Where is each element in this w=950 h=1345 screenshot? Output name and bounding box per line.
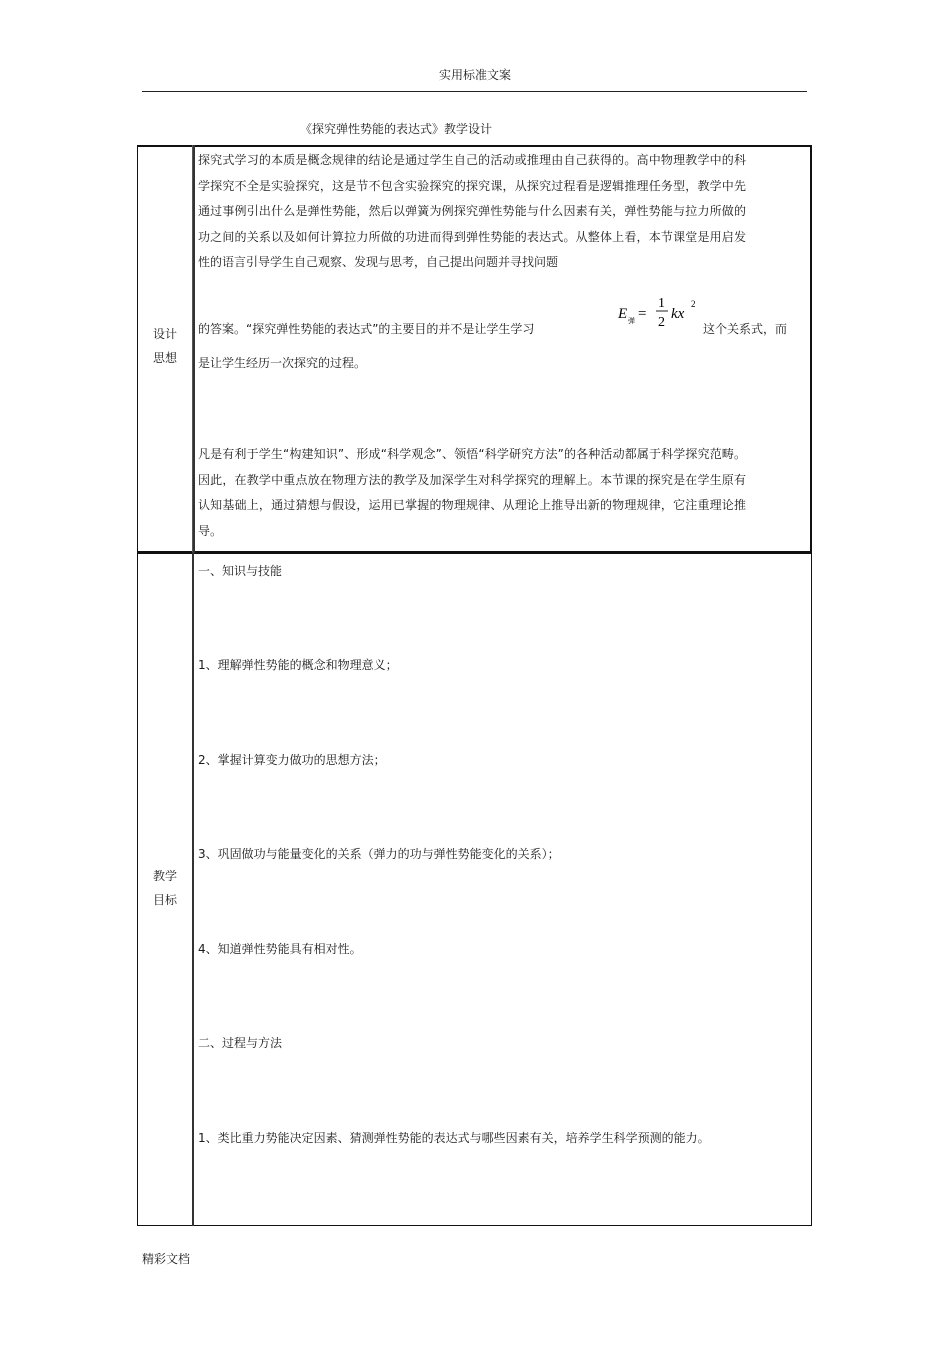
column-divider-bottom xyxy=(192,552,194,1226)
formula-denominator: 2 xyxy=(658,315,665,330)
goals-label xyxy=(138,864,192,912)
formula-subscript: 弹 xyxy=(628,317,635,325)
design-paragraph-2: 凡是有利于学生“构建知识”、形成“科学观念”、领悟“科学研究方法”的各种活动都属于科学探究范畴。因此，在教学中重点放在物理方法的教学及加深学生对科学探究的理解上。本节课的探究是在学生原有认知基础上，通过猜想与假设，运用已掌握的物理规律、从理论上推导出新的物理规律，它注重理论推导。 xyxy=(198,447,746,538)
design-paragraph-1-tail-c: 是让学生经历一次探究的过程。 xyxy=(198,356,367,370)
column-divider-top xyxy=(192,145,195,553)
page-header-title: 实用标准文案 xyxy=(438,68,511,82)
goals-label-line2: 目标 xyxy=(152,893,177,907)
goals-heading-process: 二、过程与方法 xyxy=(198,1036,283,1050)
goals-item: 1、理解弹性势能的概念和物理意义； xyxy=(198,658,398,672)
formula-lhs: E xyxy=(618,306,628,322)
design-label-line1: 设计 xyxy=(152,327,177,341)
goals-item: 4、知道弹性势能具有相对性。 xyxy=(198,942,362,956)
goals-heading-knowledge: 一、知识与技能 xyxy=(198,564,283,578)
elastic-energy-formula xyxy=(616,290,700,330)
design-paragraph-1-tail-b: 这个关系式，而 xyxy=(703,322,788,336)
design-paragraph-1-tail-a: 的答案。“探究弹性势能的表达式”的主要目的并不是让学生学习 xyxy=(198,322,535,336)
goals-item: 3、巩固做功与能量变化的关系（弹力的功与弹性势能变化的关系）； xyxy=(198,847,560,861)
design-label-line2: 思想 xyxy=(152,351,177,365)
formula-numerator: 1 xyxy=(658,296,665,311)
formula-exponent: 2 xyxy=(691,299,696,309)
goals-label-line1: 教学 xyxy=(152,869,177,883)
design-label xyxy=(138,322,192,370)
formula-equals: = xyxy=(638,306,647,322)
goals-process-item: 1、类比重力势能决定因素、猜测弹性势能的表达式与哪些因素有关，培养学生科学预测的能力。 xyxy=(198,1131,710,1145)
formula-body: kx xyxy=(671,306,685,322)
header-divider xyxy=(142,91,807,92)
document-title: 《探究弹性势能的表达式》教学设计 xyxy=(300,122,493,136)
goals-item: 2、掌握计算变力做功的思想方法； xyxy=(198,753,386,767)
page-footer: 精彩文档 xyxy=(142,1252,191,1266)
goals-section-cell xyxy=(137,552,812,1226)
design-paragraph-1: 探究式学习的本质是概念规律的结论是通过学生自己的活动或推理由自己获得的。高中物理教学中的科学探究不全是实验探究，这是节不包含实验探究的探究课，从探究过程看是逻辑推理任务型，教学中先通过事例引出什么是弹性势能，然后以弹簧为例探究弹性势能与什么因素有关，弹性势能与拉力所做的功之间的关系以及如何计算拉力所做的功进而得到弹性势能的表达式。从整体上看，本节课堂是用启发性的语言引导学生自己观察、发现与思考，自己提出问题并寻找问题 xyxy=(198,153,746,269)
